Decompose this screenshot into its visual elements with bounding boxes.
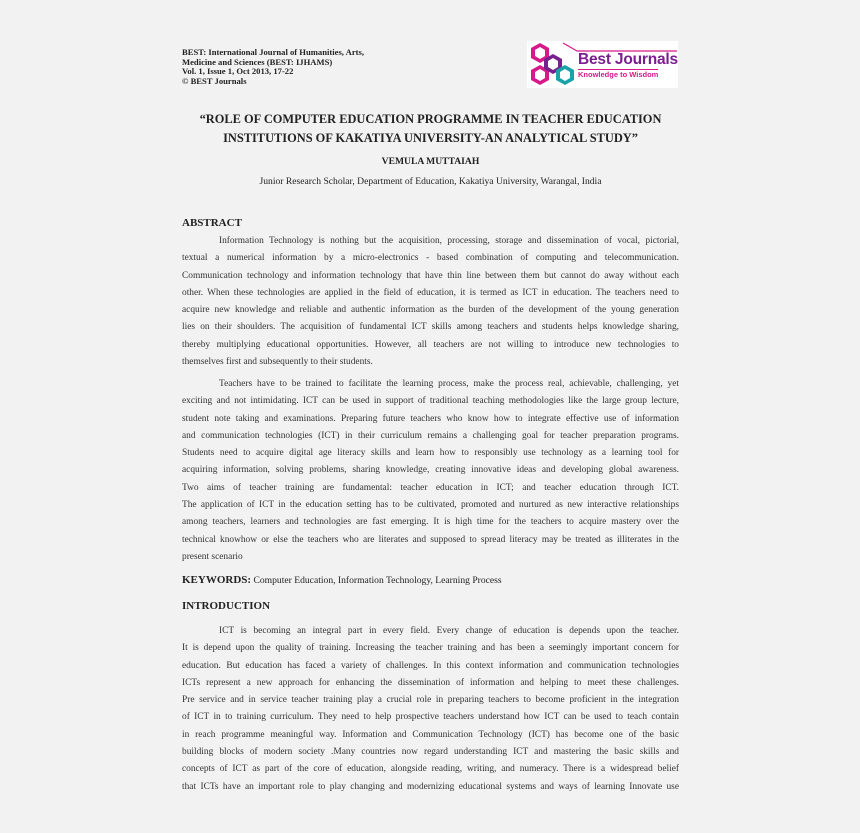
text-line: concepts of ICT as part of the core of education, alongside reading, writing, and numeracy. There is a widespread belief [182,764,679,775]
text-line: acquire new knowledge and reliable and authentic information as the burden of the development of the young generation [182,305,679,316]
logo-tagline: Knowledge to Wisdom [578,70,659,79]
text-line: Teachers have to be trained to facilitate the learning process, make the process real, achievable, challenging, yet [219,379,679,389]
text-line: exciting and not intimidating. ICT can be used in support of traditional teaching methodologies like the large group lecture, [182,396,679,407]
title-line: INSTITUTIONS OF KAKATIYA UNIVERSITY-AN ANALYTICAL STUDY” [223,130,638,145]
text-line: Communication technology and information technology that have thin line between them but cannot do away without each [182,270,679,281]
author-name: VEMULA MUTTAIAH [381,156,480,167]
author-affiliation: Junior Research Scholar, Department of Education, Kakatiya University, Warangal, India [259,176,602,187]
text-line: themselves first and subsequently to their students. [182,357,373,368]
best-journals-logo [527,41,678,88]
text-line: of ICT in to training curriculum. They need to help prospective teachers understand how ICT can be used to teach contain [182,712,679,723]
text-line: It is depend upon the quality of training. Increasing the teacher training and has been a seemingly important concern for [182,643,679,654]
text-line: technical knowhow or else the teachers who are literates and supposed to spread literacy may be treated as illiterates in the [182,534,679,545]
introduction-paragraph-1 [182,623,679,796]
abstract-heading: ABSTRACT [182,217,242,229]
text-line: student note taking and examinations. Preparing future teachers who know how to integrate effective use of information [182,413,679,424]
journal-line: Medicine and Sciences (BEST: IJHAMS) [182,56,333,67]
text-line: in reach programme meaningful way. Information and Communication Technology (ICT) has become one of the basic [182,729,679,740]
text-line: ICT is becoming an integral part in every field. Every change of education is depends upon the teacher. [219,626,679,636]
journal-line: © BEST Journals [182,75,247,86]
text-line: lies on their shoulders. The acquisition of fundamental ICT skills among teachers and students helps knowledge sharing, [182,322,679,333]
text-line: thereby multiplying educational opportunities. However, all teachers are not willing to introduce new technologies to [182,339,679,350]
text-line: Two aims of teacher training are fundamental: teacher education in ICT; and teacher education through ICT. [182,482,679,493]
text-line: and communication technologies (ICT) in their curriculum remains a challenging goal for teacher preparation programs. [182,430,679,441]
logo-title: Best Journals [578,51,678,68]
text-line: Students need to acquire digital age literacy skills and learn how to responsibly use technology as a learning tool for [182,448,679,459]
abstract-paragraph-2 [182,376,679,566]
text-line: building blocks of modern society .Many countries now regard understanding ICT and mastering the basic skills and [182,747,679,758]
introduction-heading: INTRODUCTION [182,600,271,612]
journal-info [182,48,364,86]
text-line: present scenario [182,551,243,562]
text-line: ICTs represent a new approach for enhancing the dissemination of information and helping to meet these challenges. [182,677,679,688]
text-line: Information Technology is nothing but the acquisition, processing, storage and dissemination of vocal, pictorial, [219,236,679,246]
keywords [182,574,502,586]
text-line: Pre service and in service teacher training play a crucial role in preparing teachers to become proficient in the integration [182,695,679,706]
text-line: education. But education has faced a variety of challenges. In this context information and communication technologies [182,660,679,671]
text-line: that ICTs have an important role to play changing and modernizing educational systems and ways of learning Innovate use [182,781,679,792]
keywords-label: KEYWORDS: [182,574,252,586]
text-line: acquiring information, solving problems, sharing knowledge, creating innovative ideas and developing global awareness. [182,465,679,476]
journal-line: BEST: International Journal of Humanities, Arts, [182,47,364,57]
text-line: textual a numerical information by a micro-electronics - based combination of computing and telecommunication. [182,253,679,264]
title-line: “ROLE OF COMPUTER EDUCATION PROGRAMME IN TEACHER EDUCATION [199,112,662,126]
abstract-paragraph-1 [182,233,679,371]
journal-line: Vol. 1, Issue 1, Oct 2013, 17-22 [182,66,294,77]
text-line: other. When these technologies are applied in the field of education, it is termed as ICT in education. The teachers need to [182,287,679,298]
paper-title [182,110,679,147]
text-line: The application of ICT in the education setting has to be cultivated, promoted and nurtured as new interactive relationships [182,500,679,511]
text-line: among teachers, learners and technologies are fast emerging. It is high time for the teachers to acquire mastery over the [182,517,679,528]
keywords-text: Computer Education, Information Technology, Learning Process [251,575,502,586]
